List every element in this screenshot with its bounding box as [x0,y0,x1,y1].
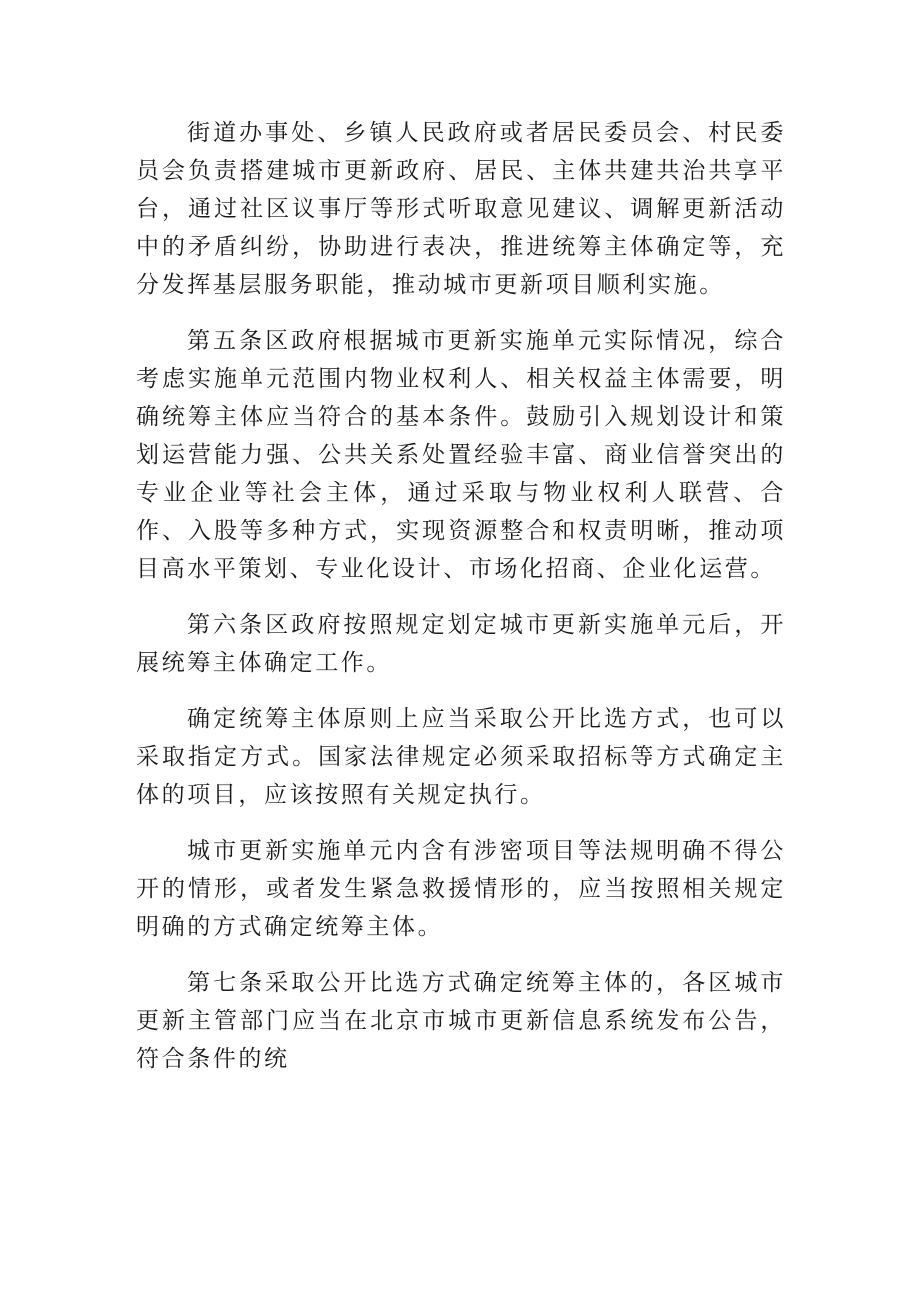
paragraph-article-6: 第六条区政府按照规定划定城市更新实施单元后，开展统筹主体确定工作。 [136,612,786,676]
paragraph-classified-projects: 城市更新实施单元内含有涉密项目等法规明确不得公开的情形，或者发生紧急救援情形的，应当按照相关规定明确的方式确定统筹主体。 [136,838,786,940]
paragraph-street-office-platform: 街道办事处、乡镇人民政府或者居民委员会、村民委员会负责搭建城市更新政府、居民、主体共建共治共享平台，通过社区议事厅等形式听取意见建议、调解更新活动中的矛盾纠纷，协助进行表决，推进统筹主体确定等，充分发挥基层服务职能，推动城市更新项目顺利实施。 [136,120,786,298]
paragraph-selection-method: 确定统筹主体原则上应当采取公开比选方式，也可以采取指定方式。国家法律规定必须采取招标等方式确定主体的项目，应该按照有关规定执行。 [136,706,786,808]
paragraph-article-5: 第五条区政府根据城市更新实施单元实际情况，综合考虑实施单元范围内物业权利人、相关权益主体需要，明确统筹主体应当符合的基本条件。鼓励引入规划设计和策划运营能力强、公共关系处置经验丰富、商业信誉突出的专业企业等社会主体，通过采取与物业权利人联营、合作、入股等多种方式，实现资源整合和权责明晰，推动项目高水平策划、专业化设计、市场化招商、企业化运营。 [136,328,786,582]
document-page [136,114,786,1096]
paragraph-article-7: 第七条采取公开比选方式确定统筹主体的，各区城市更新主管部门应当在北京市城市更新信息系统发布公告，符合条件的统 [136,970,786,1072]
